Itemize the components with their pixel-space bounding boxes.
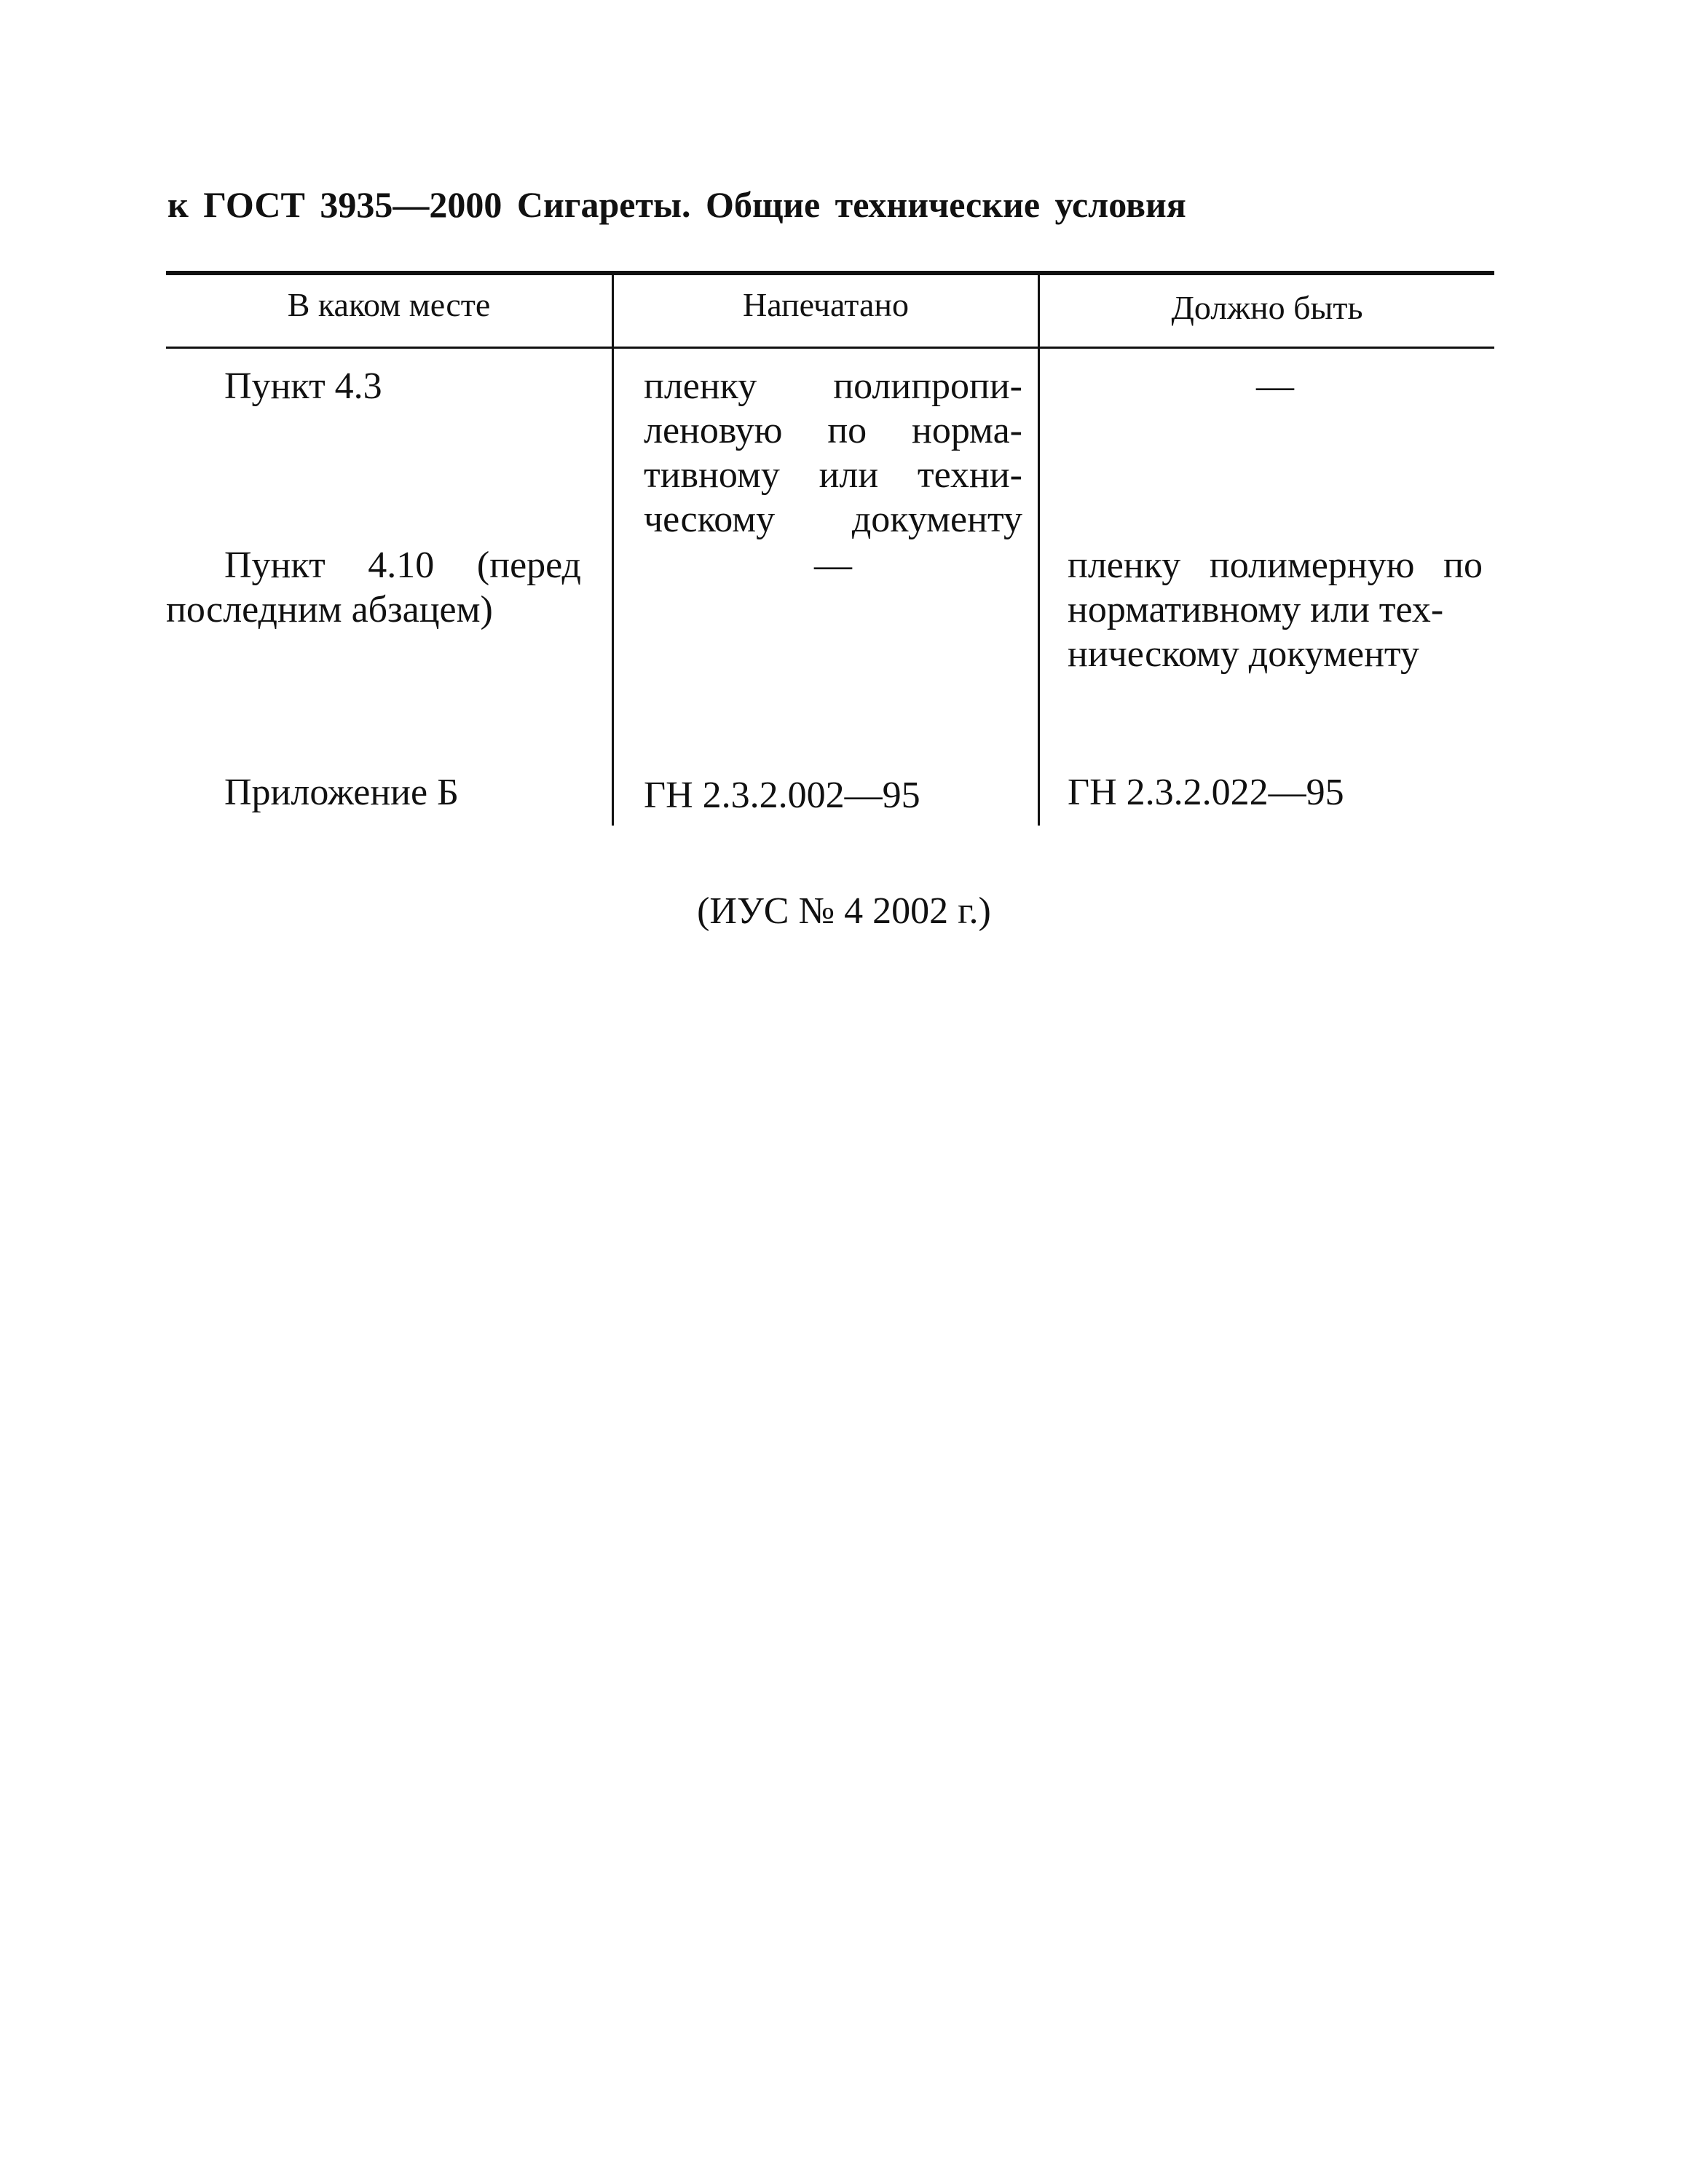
row-1-place: Пункт 4.3 [224, 365, 382, 407]
row-1-printed: пленку полипропи- леновую по норма- тивному или техни- ческому документу [644, 365, 1022, 540]
row-3-place: Приложение Б [224, 772, 459, 813]
row-3-should-be: ГН 2.3.2.022—95 [1068, 772, 1344, 813]
row-2-should-be: пленку полимерную по нормативному или тех- ническому документу [1068, 545, 1483, 675]
column-divider-1 [612, 274, 614, 826]
column-header-place: В каком месте [287, 286, 491, 323]
table-header-rule [166, 347, 1494, 349]
row-3-printed: ГН 2.3.2.002—95 [644, 775, 920, 816]
column-header-printed: Напечатано [743, 286, 909, 323]
document-title: к ГОСТ 3935—2000 Сигареты. Общие технические условия [167, 184, 1186, 225]
amendment-table [166, 271, 1494, 827]
row-1-should-be: — [1256, 365, 1294, 407]
column-header-should-be: Должно быть [1171, 289, 1363, 326]
column-divider-2 [1038, 274, 1040, 826]
table-top-rule [166, 271, 1494, 275]
row-2-printed: — [814, 545, 852, 586]
source-note: (ИУС № 4 2002 г.) [697, 890, 991, 932]
row-2-place: Пункт 4.10 (перед последним абзацем) [166, 545, 581, 630]
